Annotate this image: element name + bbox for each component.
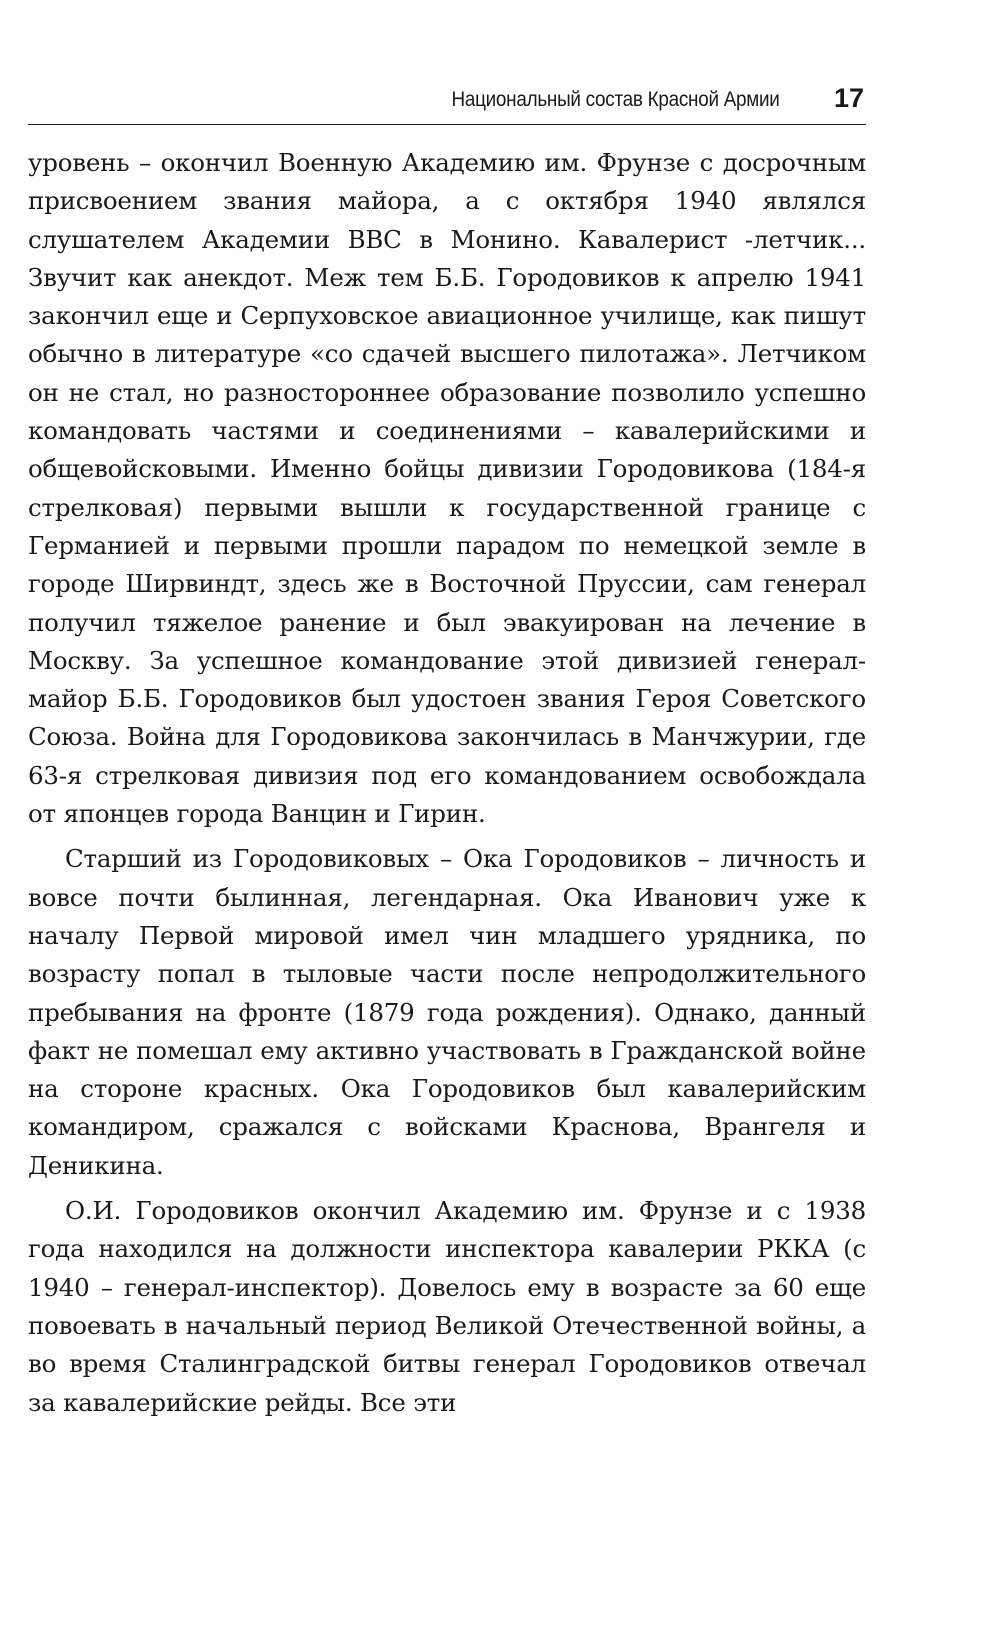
paragraph-oka-gorodovikov: Старший из Городовиковых – Ока Городовиков – личность и вовсе почти былинная, легендарная. Ока Иванович уже к началу Первой мировой имел чин младшего урядника, по возрасту попал в тыловые части после непродолжительного пребывания на фронте (1879 года рождения). Однако, данный факт не помешал ему активно участвовать в Гражданской войне на стороне красных. Ока Городовиков был кавалерийским командиром, сражался с войсками Краснова, Врангеля и Деникина. xyxy=(28,844,866,1180)
paragraph-continuation: уровень – окончил Военную Академию им. Фрунзе с досрочным присвоением звания майора, а с октября 1940 являлся слушателем Академии ВВС в Монино. Кавалерист -летчик... Звучит как анекдот. Меж тем Б.Б. Городовиков к апрелю 1941 закончил еще и Серпуховское авиационное училище, как пишут обычно в литературе «со сдачей высшего пилотажа». Летчиком он не стал, но разностороннее образование позволило успешно командовать частями и соединениями – кавалерийскими и общевойсковыми. Именно бойцы дивизии Городовикова (184-я стрелковая) первыми вышли к государственной границе с Германией и первыми прошли парадом по немецкой земле в городе Ширвиндт, здесь же в Восточной Пруссии, сам генерал получил тяжелое ранение и был эвакуирован на лечение в Москву. За успешное командование этой дивизией генерал-майор Б.Б. Городовиков был удостоен звания Героя Советского Союза. Война для Городовикова закончилась в Манчжурии, где 63-я стрелковая дивизия под его командованием освобождала от японцев города Ванцин и Гирин. xyxy=(28,148,866,829)
running-title: Национальный состав Красной Армии xyxy=(451,88,780,111)
paragraph-oi-gorodovikov: О.И. Городовиков окончил Академию им. Фрунзе и с 1938 года находился на должности инспектора кавалерии РККА (с 1940 – генерал-инспектор). Довелось ему в возрасте за 60 еще повоевать в начальный период Великой Отечественной войны, а во время Сталинградской битвы генерал Городовиков отвечал за кавалерийские рейды. Все эти xyxy=(28,1196,866,1417)
page-number: 17 xyxy=(833,83,864,113)
running-header xyxy=(28,82,866,125)
body-text xyxy=(28,144,866,1429)
